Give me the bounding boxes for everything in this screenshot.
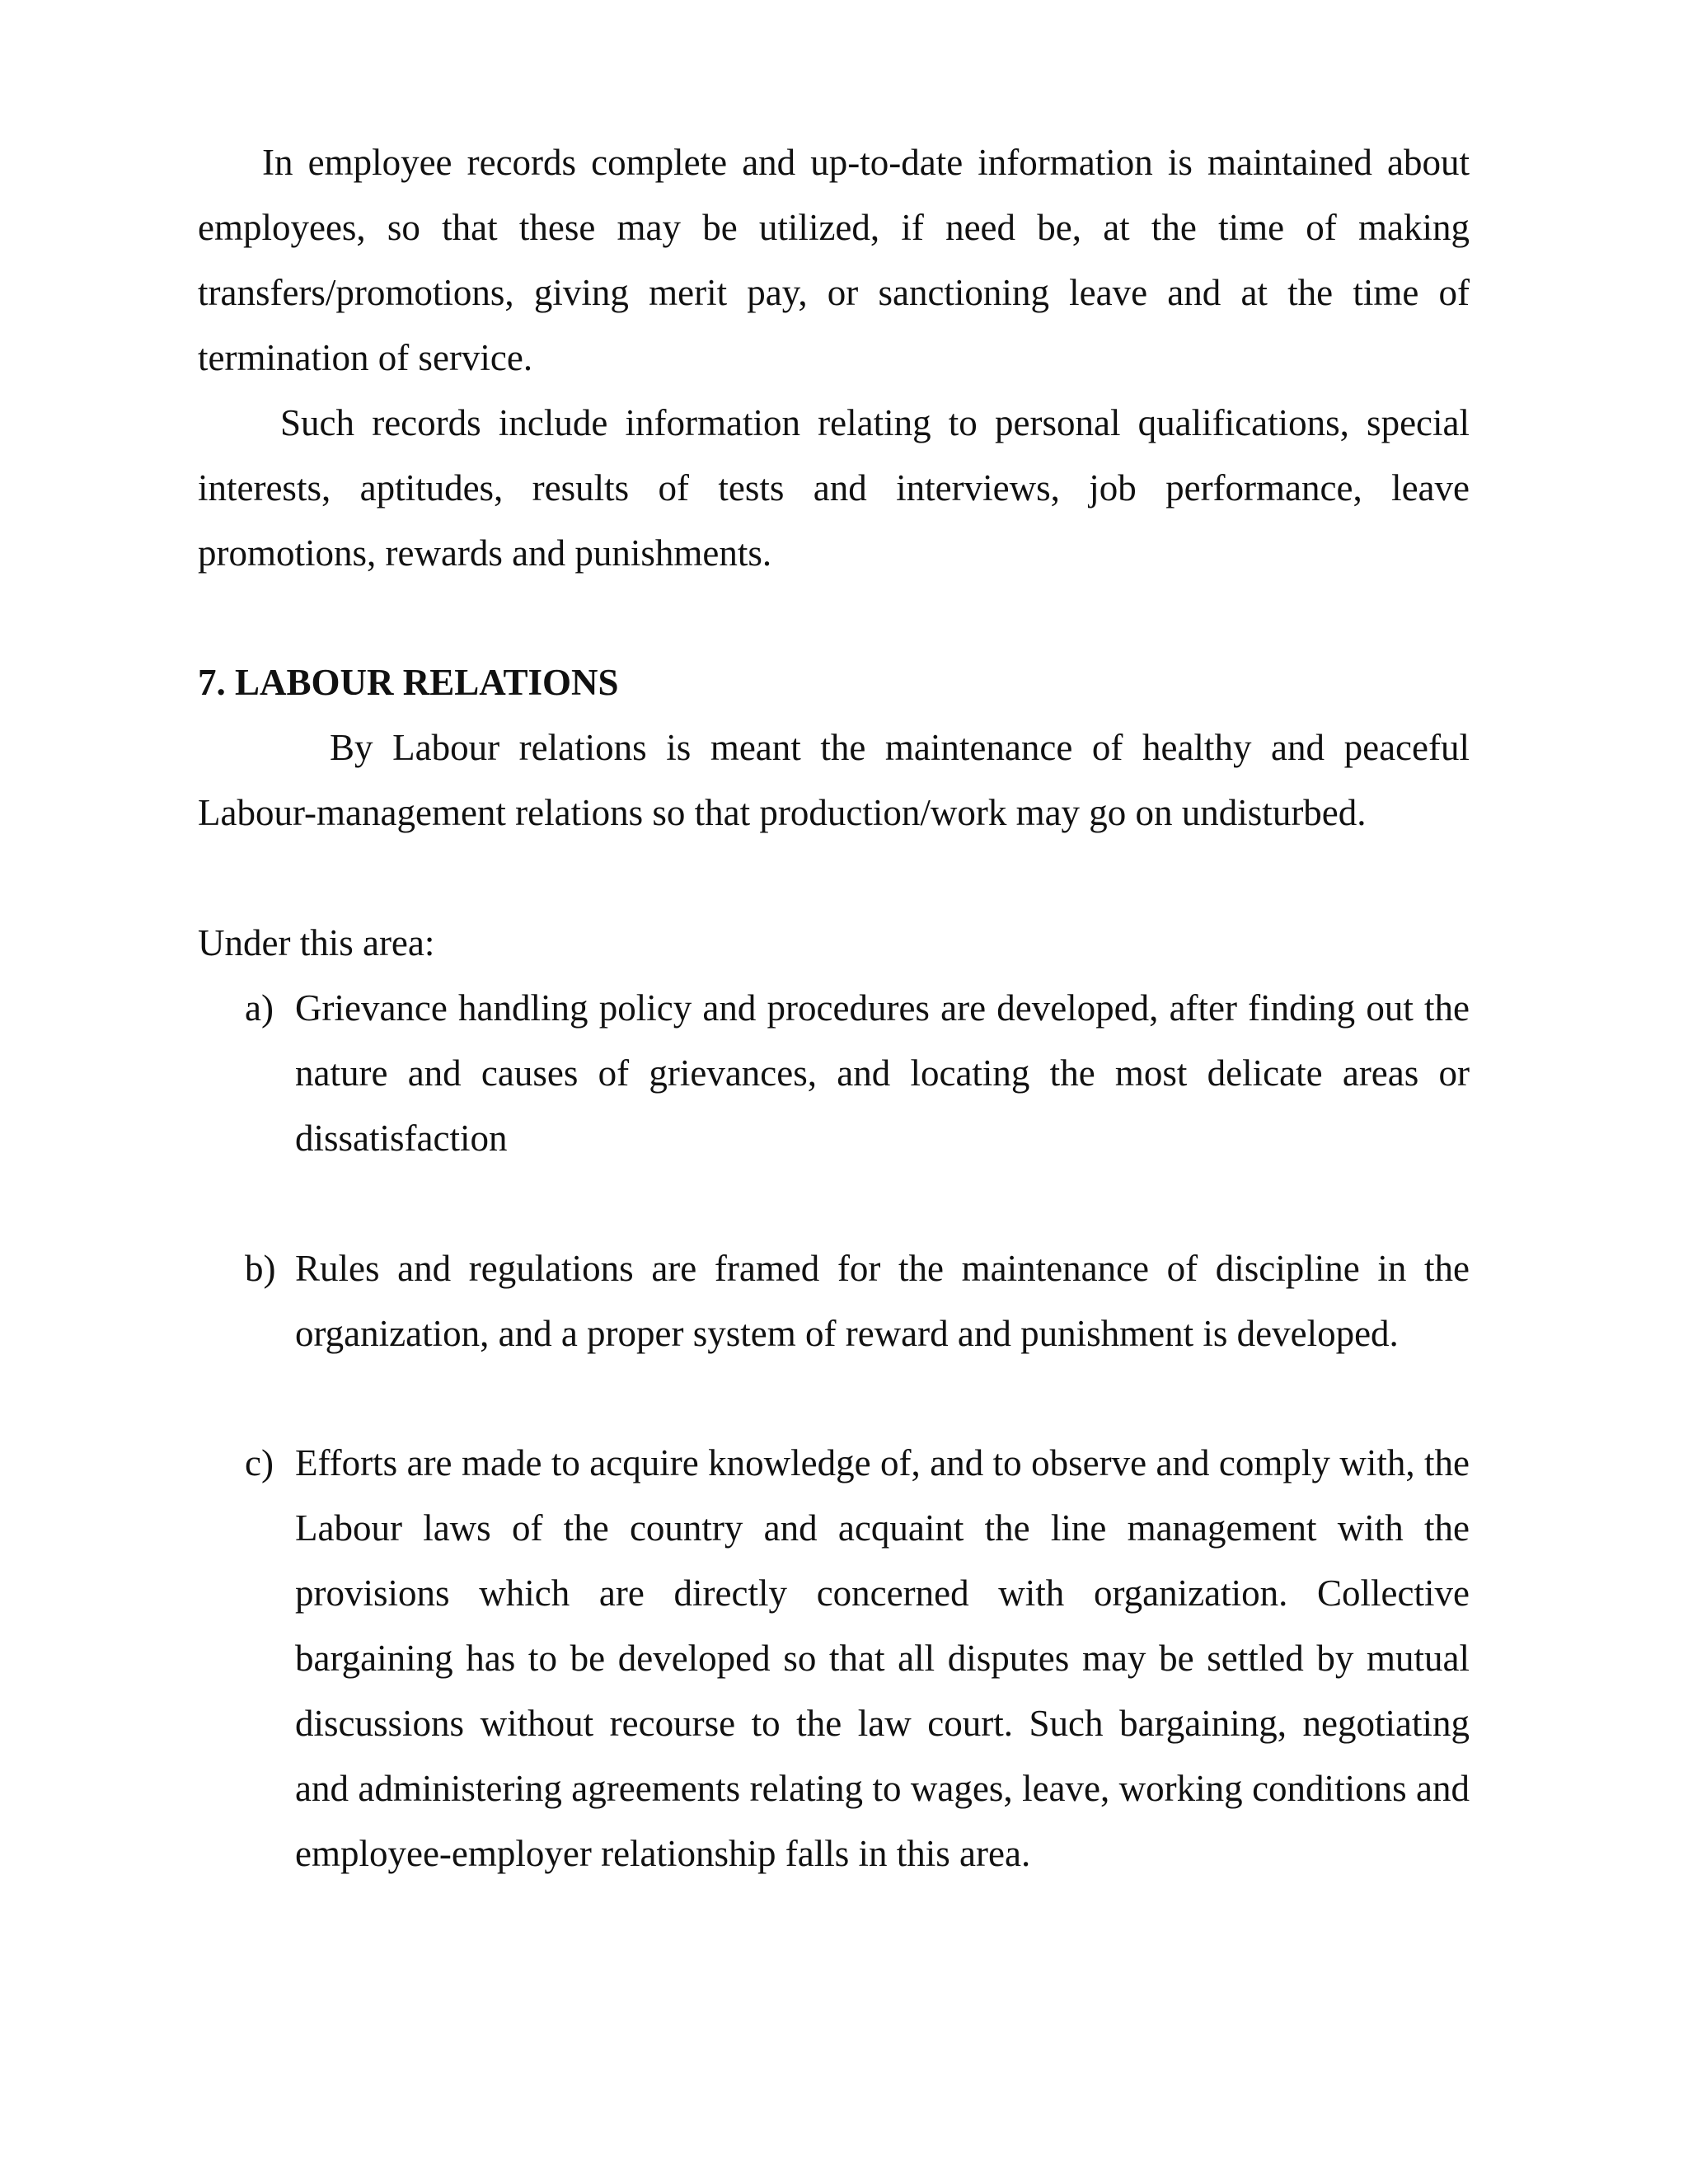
list-item-text: Rules and regulations are framed for the maintenance of discipline in the organization, and a proper system of reward and punishment is developed. bbox=[295, 1248, 1470, 1354]
list-item-text: Grievance handling policy and procedures are developed, after finding out the nature and causes of grievances, and locating the most delicate areas or dissatisfaction bbox=[295, 987, 1470, 1159]
paragraph-text: By Labour relations is meant the maintenance of healthy and peaceful Labour-management relations so that production/work may go on undisturbed. bbox=[198, 727, 1470, 833]
paragraph-labour-relations-definition bbox=[198, 715, 1470, 846]
list-intro: Under this area: bbox=[198, 922, 435, 963]
list-marker: c) bbox=[245, 1442, 274, 1483]
list-item-c bbox=[245, 1431, 1470, 1886]
section-heading: 7. LABOUR RELATIONS bbox=[198, 662, 619, 703]
list-item-b bbox=[245, 1236, 1470, 1366]
paragraph-text: In employee records complete and up-to-date information is maintained about employees, so that these may be utilized, if need be, at the time of making transfers/promotions, giving merit pay, or sanctioning leave and at the time of termination of service. bbox=[198, 142, 1470, 378]
paragraph-text: Such records include information relating to personal qualifications, special interests, aptitudes, results of tests and interviews, job performance, leave promotions, rewards and punishments. bbox=[198, 402, 1470, 574]
paragraph-records-contents bbox=[198, 391, 1470, 586]
list-marker: a) bbox=[245, 987, 274, 1029]
list-item-a bbox=[245, 976, 1470, 1171]
list-item-text: Efforts are made to acquire knowledge of, and to observe and comply with, the Labour laws of the country and acquaint the line management with the provisions which are directly concerned with organization. Collective bargaining has to be developed so that all disputes may be settled by mutual discussions without recourse to the law court. Such bargaining, negotiating and administering agreements relating to wages, leave, working conditions and employee-employer relationship falls in this area. bbox=[295, 1442, 1470, 1874]
paragraph-employee-records bbox=[198, 130, 1470, 391]
list-marker: b) bbox=[245, 1248, 276, 1289]
